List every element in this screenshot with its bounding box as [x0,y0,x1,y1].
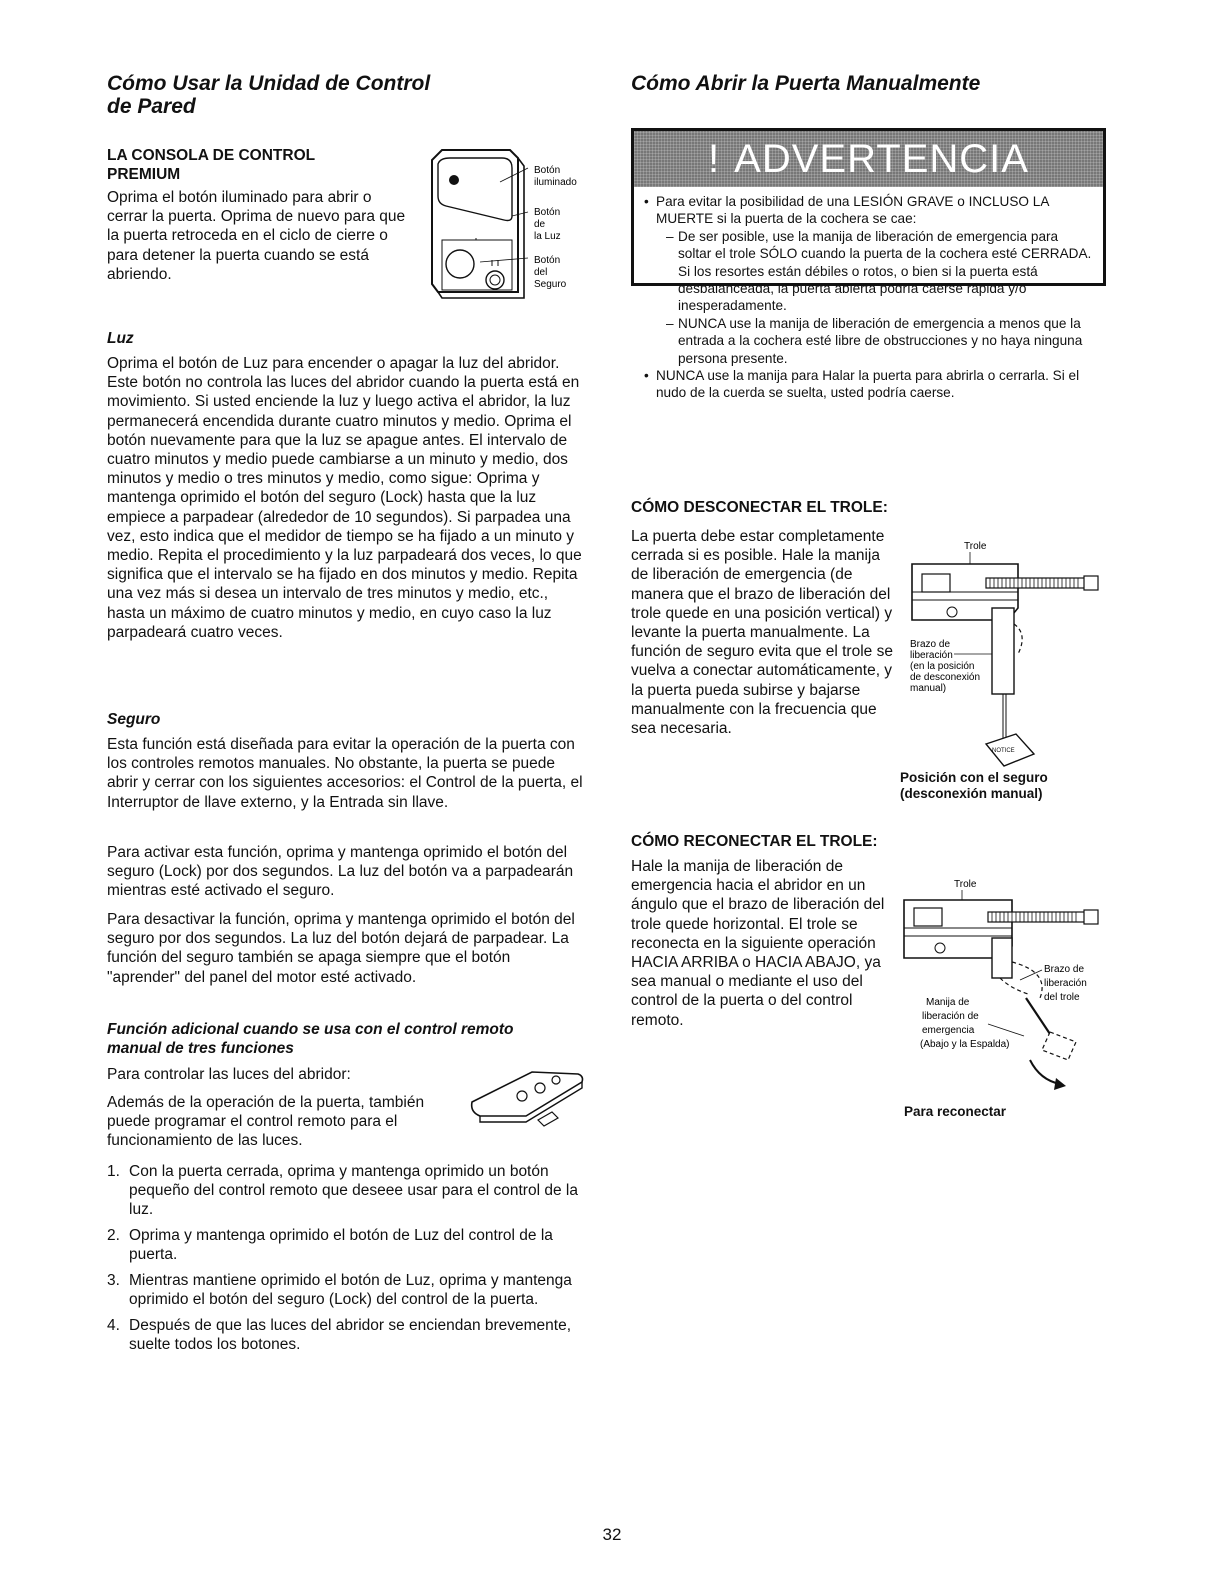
warning-bullet-2: • NUNCA use la manija para Halar la puerta para abrirla o cerrarla. Si el nudo de la cuerda se suelta, usted podría caerse. [644,367,1095,402]
svg-text:de: de [534,219,546,230]
svg-text:liberación de: liberación de [922,1011,979,1022]
warning-box [631,128,1106,401]
seguro-paragraph-1: Esta función está diseñada para evitar la operación de la puerta con los controles remotos manuales. No obstante, la puerta se puede abrir y cerrar con los siguientes accesorios: el Control de la puerta, el Interruptor de llave externo, y la Entrada sin llave. [107,736,583,811]
handle-notice-label: NOTICE [992,748,1015,754]
svg-text:de desconexión: de desconexión [910,672,981,683]
warning-title: ADVERTENCIA [734,137,1029,181]
console-text: Oprima el botón iluminado para abrir o cerrar la puerta. Oprima de nuevo para que la puerta retroceda en el ciclo de cierre o para detener la puerta cuando se está abriendo. [107,189,406,283]
svg-text:liberación: liberación [1044,978,1087,989]
seguro-heading: Seguro [107,711,161,728]
label-illuminated-button: Botón [534,165,561,176]
warning-bullet-1: • Para evitar la posibilidad de una LESIÓN GRAVE o INCLUSO LA MUERTE si la puerta de la cochera se cae: [644,193,1095,228]
funcion-paragraph-1: Para controlar las luces del abridor: [107,1066,351,1083]
disconnect-caption: Posición con el seguro (desconexión manual) [900,770,1048,801]
step-item: 4. Después de que las luces del abridor se enciendan brevemente, suelte todos los botones. [107,1317,572,1353]
disconnect-heading: CÓMO DESCONECTAR EL TROLE: [631,499,888,516]
seguro-paragraph-2: Para activar esta función, oprima y mantenga oprimido el botón del seguro (Lock) por dos segundos. La luz del botón va a parpadearán mientras esté activado el seguro. [107,844,574,900]
svg-text:(en la posición: (en la posición [910,661,975,672]
svg-text:manual): manual) [910,683,947,694]
warning-dash-1: – De ser posible, use la manija de liberación de emergencia para soltar el trole SÓLO cuando la puerta de la cochera esté CERRADA. Si los resortes están débiles o rotos, o bien si la puerta está desbalanceada, la puerta abierta podría caerse rápida y/o inesperadamente. [644,228,1095,315]
label-emergency-handle: Manija de [926,997,970,1008]
label-trole-reconnect: Trole [954,879,977,890]
steps-list [107,1162,585,1361]
warning-dash-2: – NUNCA use la manija de liberación de emergencia a menos que la entrada a la cochera esté libre de obstrucciones y no haya ninguna persona presente. [644,315,1095,367]
warning-body [634,187,1103,402]
svg-text:iluminado: iluminado [534,177,577,188]
reconnect-heading: CÓMO RECONECTAR EL TROLE: [631,833,878,850]
wall-console-illustration [420,142,590,302]
svg-text:(Abajo y la Espalda): (Abajo y la Espalda) [920,1039,1010,1050]
warning-icon: ! [708,137,721,181]
svg-text:del trole: del trole [1044,992,1080,1003]
funcion-paragraph-2: Además de la operación de la puerta, también puede programar el control remoto para el funcionamiento de las luces. [107,1094,425,1150]
warning-header [634,131,1103,187]
disconnect-text: La puerta debe estar completamente cerrada si es posible. Hale la manija de liberación de emergencia (de manera que el brazo de liberación del trole quede en una posición vertical) y levante la puerta manualmente. La función de seguro evita que el trole se vuelva a conectar automáticamente, y la puerta pueda subirse y bajarse manualmente con la frecuencia que sea necesaria. [631,528,893,738]
remote-control-illustration [466,1066,590,1138]
reconnect-text: Hale la manija de liberación de emergencia hacia el abridor en un ángulo que el brazo de liberación del trole quede horizontal. El trole se reconecta en la siguiente operación HACIA ARRIBA o HACIA ABAJO, ya sea manual o mediante el uso del control de la puerta o del control remoto. [631,858,885,1029]
svg-text:emergencia: emergencia [922,1025,975,1036]
luz-text: Oprima el botón de Luz para encender o apagar la luz del abridor. Este botón no controla las luces del abridor cuando la puerta está en movimiento. Si usted enciende la luz y luego activa el abridor, la luz permanecerá encendida durante cuatro minutos y medio. Oprima el botón nuevamente para que la luz se apague antes. El intervalo de cuatro minutos y medio puede cambiarse a un minuto y medio, dos minutos y medio o tres minutos y medio, como sigue: Oprima y mantenga oprimido el botón del seguro (Lock) hasta que la luz empiece a parpadear (alrededor de 10 segundos). Si parpadea una vez, esto indica que el medidor de tiempo se ha fijado a un minuto y medio. Repita el procedimiento y la luz parpadeará dos veces, lo que significa que el intervalo se ha fijado en dos minutos y medio. Repita una vez más si desea un intervalo de tres minutos y medio, etc., hasta un máximo de cuatro minutos y medio, en cuyo caso la luz parpadeará cuatro veces. [107,355,582,641]
label-trole: Trole [964,541,987,552]
svg-text:Seguro: Seguro [534,279,567,290]
label-light-button: Botón [534,207,561,218]
page-number: 32 [602,1525,622,1544]
console-heading: LA CONSOLA DE CONTROL PREMIUM [107,147,316,183]
svg-text:la Luz: la Luz [534,231,561,242]
funcion-heading: Función adicional cuando se usa con el control remoto manual de tres funciones [107,1021,514,1057]
left-section-title: Cómo Usar la Unidad de Control de Pared [107,72,431,118]
right-section-title: Cómo Abrir la Puerta Manualmente [631,72,981,95]
label-lock-button: Botón [534,255,561,266]
reconnect-caption: Para reconectar [904,1104,1007,1119]
svg-text:liberación: liberación [910,650,953,661]
step-item: 1. Con la puerta cerrada, oprima y mantenga oprimido un botón pequeño del control remoto que deseee usar para el control de la luz. [107,1163,578,1218]
seguro-paragraph-3: Para desactivar la función, oprima y mantenga oprimido el botón del seguro por dos segundos. La luz del botón dejará de parpadear. La función del seguro también se apaga siempre que el botón "aprender" del panel del motor esté activado. [107,911,575,986]
step-item: 3. Mientras mantiene oprimido el botón de Luz, oprima y mantenga oprimido el botón del seguro (Lock) del control de la puerta. [107,1272,572,1308]
svg-text:del: del [534,267,548,278]
reconnect-trolley-illustration [900,872,1110,1102]
label-release-arm-reconnect: Brazo de [1044,964,1085,975]
step-item: 2. Oprima y mantenga oprimido el botón de Luz del control de la puerta. [107,1227,553,1263]
label-release-arm: Brazo de [910,639,951,650]
luz-heading: Luz [107,330,134,347]
